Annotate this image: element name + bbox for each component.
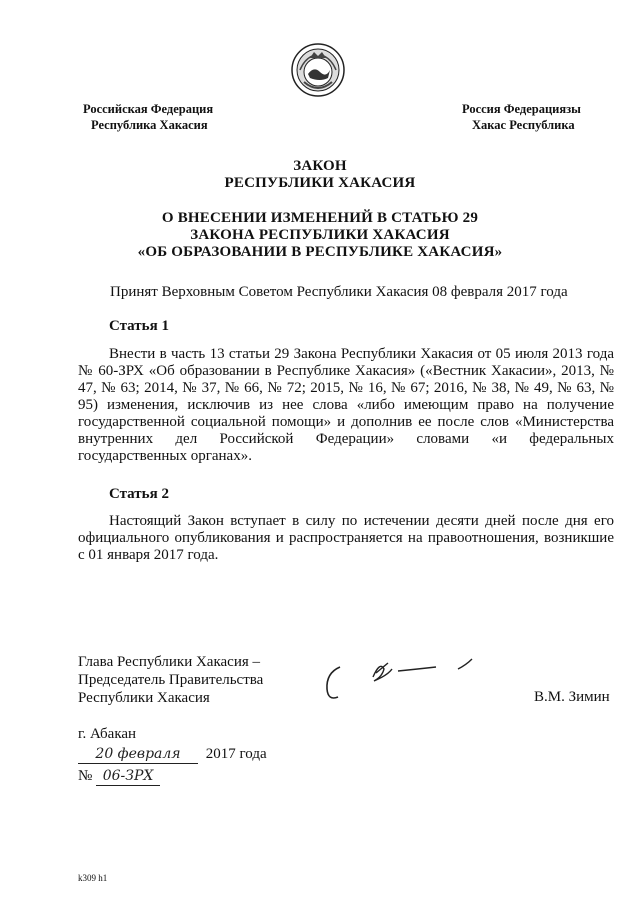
number-line (78, 767, 278, 786)
signatory-title (78, 653, 263, 707)
date-line (78, 745, 378, 764)
article1-text: Внести в часть 13 статьи 29 Закона Республики Хакасия от 05 июля 2013 года № 60-ЗРХ «Об образовании в Республике Хакасия» («Вестник Хакасии», 2013, № 47, № 63; 2014, № 37, № 66, № 72; 2015, № 16, № 67; 2016, № 38, № 49, № 63, № 95) изменения, исключив из нее слова «либо имеющим право на получение государственной социальной помощи» и дополнив ее после слов «Министерства внутренних дел Российской Федерации» словами «и федеральных государственных органах». (78, 346, 614, 464)
date-handwritten: 20 февраля (78, 745, 198, 764)
law-title (0, 158, 640, 192)
header-left-line2: Республика Хакасия (91, 118, 208, 132)
law-title-line2: РЕСПУБЛИКИ ХАКАСИЯ (224, 175, 416, 191)
header-right-line2: Хакас Республика (472, 118, 575, 132)
signatory-name: В.М. Зимин (534, 689, 610, 705)
law-subtitle (0, 210, 640, 261)
law-subtitle-line2: ЗАКОНА РЕСПУБЛИКИ ХАКАСИЯ (190, 227, 450, 243)
number-prefix: № (78, 768, 93, 784)
adopted-statement: Принят Верховным Советом Республики Хакасия 08 февраля 2017 года (110, 284, 568, 300)
article2-text: Настоящий Закон вступает в силу по истечении десяти дней после дня его официального опубликования и распространяется на правоотношения, возникшие с 01 января 2017 года. (78, 513, 614, 563)
article2-heading: Статья 2 (109, 486, 169, 502)
number-handwritten: 06-ЗРХ (96, 767, 160, 786)
signatory-title-line3: Республики Хакасия (78, 690, 210, 706)
law-title-line1: ЗАКОН (293, 158, 347, 174)
coat-of-arms-emblem (290, 42, 346, 98)
header-right-line1: Россия Федерациязы (462, 102, 581, 116)
law-subtitle-line1: О ВНЕСЕНИИ ИЗМЕНЕНИЙ В СТАТЬЮ 29 (161, 210, 479, 226)
law-subtitle-line3: «ОБ ОБРАЗОВАНИИ В РЕСПУБЛИКЕ ХАКАСИЯ» (137, 244, 503, 260)
header-right (462, 101, 581, 133)
signatory-title-line2: Председатель Правительства (78, 672, 264, 688)
signatory-title-line1: Глава Республики Хакасия – (78, 654, 261, 670)
handwritten-signature (318, 655, 488, 710)
date-year: 2017 года (205, 746, 267, 762)
footer-code: k309 h1 (78, 873, 108, 883)
header-left (83, 101, 213, 133)
place-city: г. Абакан (78, 726, 137, 742)
article1-heading: Статья 1 (109, 318, 169, 334)
header-left-line1: Российская Федерация (83, 102, 214, 116)
